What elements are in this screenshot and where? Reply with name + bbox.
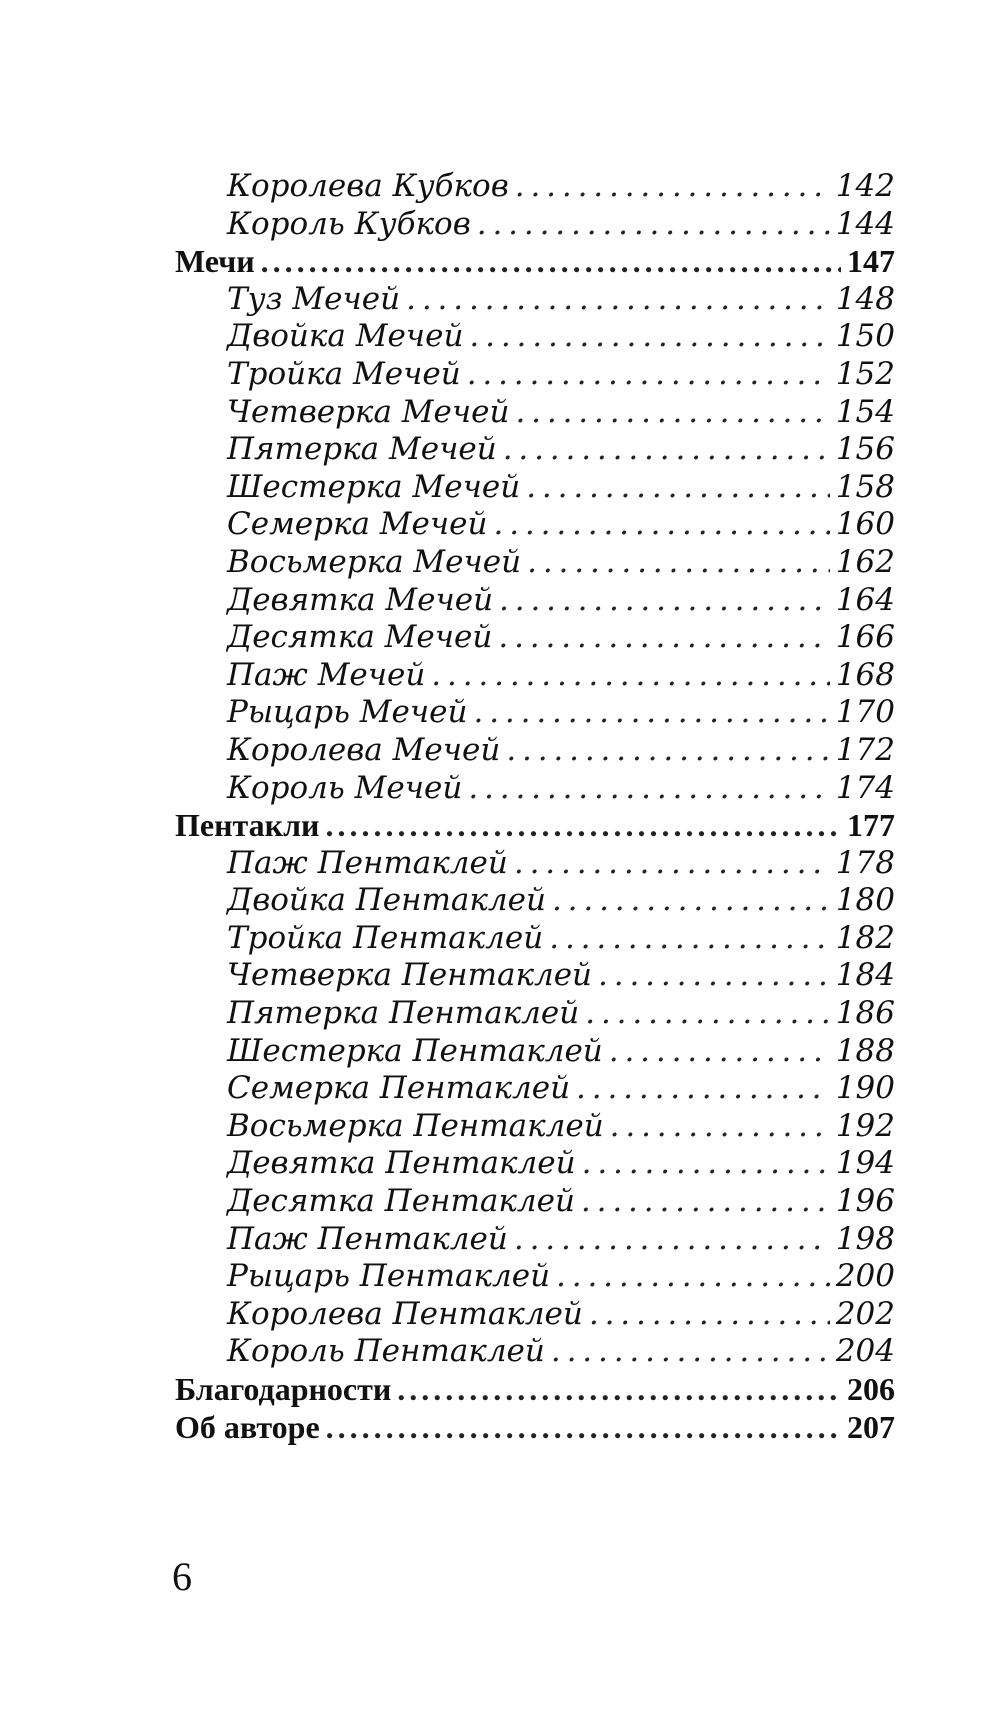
toc-entry [175, 1258, 895, 1296]
toc-entry-title: Паж Пентаклей [227, 844, 508, 881]
toc-entry-page: 162 [835, 543, 895, 580]
toc-entry [175, 1108, 895, 1146]
toc-entry-page: 150 [835, 318, 895, 355]
toc-entry-title: Восьмерка Мечей [227, 543, 522, 580]
toc-entry-title: Двойка Пентаклей [227, 882, 546, 919]
toc-entry-page: 172 [835, 731, 895, 768]
toc-entry [175, 1033, 895, 1071]
toc-entry-title: Благодарности [175, 1371, 392, 1407]
toc-entry-page: 200 [835, 1258, 895, 1295]
toc-entry-page: 144 [835, 205, 895, 242]
toc-entry-page: 194 [835, 1145, 895, 1182]
dot-leader [467, 356, 830, 394]
dot-leader [469, 318, 829, 356]
toc-entry-title: Королева Кубков [227, 168, 509, 204]
toc-entry-page: 170 [835, 694, 895, 731]
dot-leader [514, 845, 830, 883]
toc-entry-title: Король Мечей [227, 769, 463, 806]
dot-leader [581, 1183, 830, 1221]
table-of-contents [175, 168, 895, 1446]
toc-entry-title: Туз Мечей [227, 280, 401, 317]
toc-entry-title: Пятерка Мечей [227, 431, 497, 468]
toc-entry [175, 1145, 895, 1183]
dot-leader [576, 1070, 830, 1108]
dot-leader [473, 694, 829, 732]
dot-leader [506, 732, 830, 770]
toc-entry [175, 995, 895, 1033]
toc-entry-page: 168 [835, 656, 895, 693]
toc-entry-title: Об авторе [175, 1408, 320, 1445]
toc-entry-page: 192 [835, 1107, 895, 1144]
toc-entry-title: Шестерка Пентаклей [227, 1032, 603, 1069]
toc-entry-title: Двойка Мечей [227, 318, 464, 355]
toc-entry [175, 168, 895, 206]
toc-entry-page: 148 [835, 280, 895, 317]
toc-entry-page: 158 [835, 468, 895, 505]
toc-entry-page: 188 [835, 1032, 895, 1069]
dot-leader [326, 1409, 841, 1447]
toc-entry-page: 152 [835, 355, 895, 392]
toc-entry [175, 206, 895, 244]
dot-leader [515, 394, 829, 432]
toc-entry-title: Паж Пентаклей [227, 1220, 508, 1257]
toc-entry-page: 204 [835, 1333, 895, 1370]
toc-entry-title: Паж Мечей [227, 656, 426, 693]
toc-entry-title: Семерка Пентаклей [227, 1070, 571, 1107]
toc-entry [175, 657, 895, 695]
toc-entry-page: 178 [835, 844, 895, 881]
toc-entry-page: 184 [835, 957, 895, 994]
toc-entry-title: Королева Мечей [227, 731, 501, 768]
toc-entry [175, 469, 895, 507]
dot-leader [552, 882, 830, 920]
dot-leader [468, 770, 830, 808]
toc-entry [175, 770, 895, 808]
toc-entry-page: 147 [847, 243, 895, 280]
dot-leader [526, 469, 830, 507]
toc-entry-page: 206 [847, 1371, 895, 1407]
toc-entry-page: 160 [835, 506, 895, 543]
toc-entry [175, 1221, 895, 1259]
toc-entry-page: 202 [835, 1295, 895, 1332]
toc-entry-title: Девятка Мечей [227, 581, 494, 618]
toc-entry-page: 180 [835, 882, 895, 919]
toc-entry-title: Мечи [175, 243, 255, 280]
dot-leader [477, 206, 830, 244]
toc-entry [175, 506, 895, 544]
dot-leader [261, 243, 841, 281]
toc-entry [175, 318, 895, 356]
dot-leader [582, 1145, 830, 1183]
toc-section-entry [175, 1371, 895, 1409]
dot-leader [515, 168, 830, 206]
toc-entry [175, 694, 895, 732]
toc-entry [175, 582, 895, 620]
toc-entry [175, 920, 895, 958]
toc-entry-page: 182 [835, 919, 895, 956]
toc-entry [175, 957, 895, 995]
dot-leader [549, 920, 830, 958]
toc-entry-page: 154 [835, 393, 895, 430]
toc-section-entry [175, 1409, 895, 1447]
toc-entry-page: 177 [847, 807, 895, 844]
dot-leader [498, 619, 829, 657]
dot-leader [527, 544, 830, 582]
toc-entry-page: 174 [835, 769, 895, 806]
toc-entry [175, 394, 895, 432]
dot-leader [609, 1033, 830, 1071]
toc-entry-title: Семерка Мечей [227, 506, 488, 543]
toc-entry [175, 882, 895, 920]
toc-entry-title: Четверка Мечей [227, 393, 510, 430]
toc-entry-page: 196 [835, 1183, 895, 1220]
toc-entry-title: Король Кубков [227, 205, 471, 242]
toc-entry-page: 142 [835, 168, 895, 204]
dot-leader [589, 1296, 830, 1334]
toc-entry [175, 845, 895, 883]
toc-entry-title: Рыцарь Пентаклей [227, 1258, 551, 1295]
toc-entry-page: 166 [835, 619, 895, 656]
toc-entry-title: Тройка Пентаклей [227, 919, 544, 956]
dot-leader [598, 957, 830, 995]
toc-entry-page: 207 [847, 1408, 895, 1445]
dot-leader [610, 1108, 830, 1146]
toc-entry [175, 1183, 895, 1221]
toc-entry [175, 431, 895, 469]
dot-leader [551, 1333, 830, 1371]
toc-entry-page: 186 [835, 995, 895, 1032]
dot-leader [499, 582, 830, 620]
toc-entry-title: Девятка Пентаклей [227, 1145, 576, 1182]
toc-entry [175, 619, 895, 657]
toc-entry-page: 164 [835, 581, 895, 618]
toc-section-entry [175, 807, 895, 845]
toc-entry-title: Тройка Мечей [227, 355, 461, 392]
toc-entry-title: Король Пентаклей [227, 1333, 545, 1370]
toc-entry-title: Восьмерка Пентаклей [227, 1107, 604, 1144]
dot-leader [431, 657, 830, 695]
toc-entry-title: Шестерка Мечей [227, 468, 521, 505]
dot-leader [406, 281, 830, 319]
toc-entry [175, 544, 895, 582]
toc-section-entry [175, 243, 895, 281]
page-number: 6 [172, 1554, 192, 1599]
toc-entry [175, 732, 895, 770]
toc-entry-title: Пятерка Пентаклей [227, 995, 580, 1032]
toc-entry-title: Пентакли [175, 807, 320, 844]
dot-leader [556, 1258, 830, 1296]
toc-entry-title: Десятка Мечей [227, 619, 493, 656]
toc-entry-title: Королева Пентаклей [227, 1295, 583, 1332]
toc-entry [175, 1333, 895, 1371]
toc-entry [175, 1296, 895, 1334]
dot-leader [494, 506, 830, 544]
dot-leader [503, 431, 830, 469]
dot-leader [397, 1371, 841, 1409]
toc-entry-page: 156 [835, 431, 895, 468]
toc-entry [175, 1070, 895, 1108]
dot-leader [514, 1221, 830, 1259]
dot-leader [585, 995, 830, 1033]
toc-entry-title: Десятка Пентаклей [227, 1183, 575, 1220]
toc-entry-page: 190 [835, 1070, 895, 1107]
toc-entry-title: Рыцарь Мечей [227, 694, 468, 731]
dot-leader [325, 807, 841, 845]
toc-entry-page: 198 [835, 1220, 895, 1257]
toc-entry-title: Четверка Пентаклей [227, 957, 593, 994]
toc-entry [175, 356, 895, 394]
toc-entry [175, 281, 895, 319]
